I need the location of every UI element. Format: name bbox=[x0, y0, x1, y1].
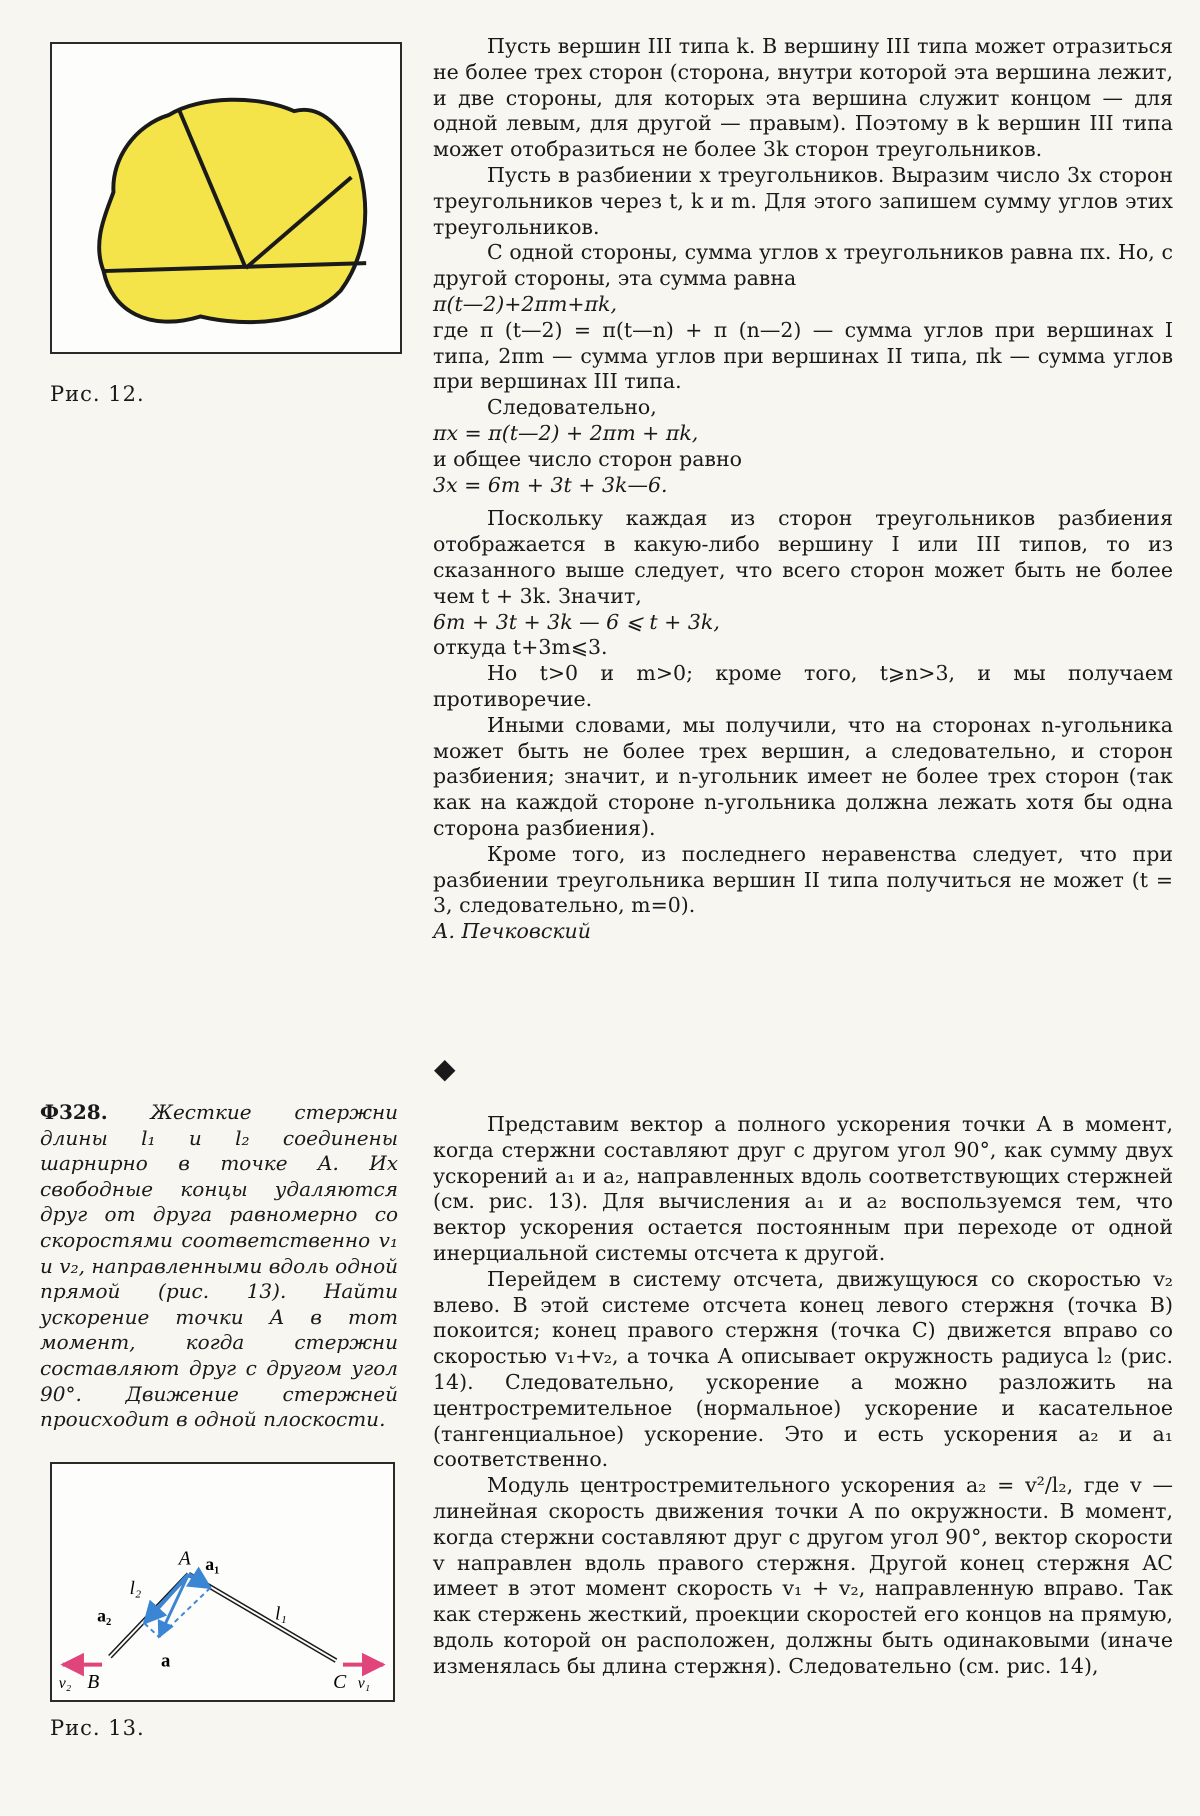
figure-12 bbox=[50, 42, 402, 354]
paragraph: Иными словами, мы получили, что на сторонах n-угольника может быть не более трех вершин, а следовательно, и сторон разбиения; значит, и n-угольник имеет не более трех сторон (так как на каждой стороне n-угольника должна лежать хотя бы одна сторона разбиения). bbox=[433, 712, 1173, 840]
vector-a1 bbox=[189, 1574, 211, 1588]
label-C: C bbox=[333, 1671, 347, 1694]
label-a1: a₁ bbox=[205, 1554, 220, 1575]
label-a: a bbox=[161, 1650, 171, 1672]
paragraph: и общее число сторон равно bbox=[433, 446, 742, 471]
problem-text: Жесткие стержни длины l₁ и l₂ соединены шарнирно в точке A. Их свободные концы удаляются друг от друга равномерно со скоростями соответственно v₁ и v₂, направленными вдоль одной прямой (рис. 13). Найти ускорение точки A в тот момент, когда стержни составляют друг с другом угол 90°. Движение стержней происходит в одной плоскости. bbox=[40, 1100, 398, 1432]
formula: πx = π(t—2) + 2πm + πk, bbox=[433, 420, 699, 445]
paragraph: С одной стороны, сумма углов x треугольников равна πx. Но, с другой стороны, эта сумма равна bbox=[433, 240, 1173, 291]
label-A: A bbox=[178, 1547, 191, 1570]
label-v1: v₁ bbox=[357, 1675, 371, 1693]
figure-13-caption: Рис. 13. bbox=[50, 1716, 145, 1740]
problem-statement bbox=[40, 1100, 398, 1433]
figure-12-drawing bbox=[52, 44, 400, 352]
paragraph: Перейдем в систему отсчета, движущуюся со скоростью v₂ влево. В этой системе отсчета конец левого стержня (точка B) покоится; конец правого стержня (точка C) движется вправо со скоростью v₁+v₂, а точка A описывает окружность радиуса l₂ (рис. 14). Следовательно, ускорение a можно разложить на центростремительное (нормальное) ускорение и касательное (тангенциальное) ускорение. Это и есть ускорения a₂ и a₁ соответственно. bbox=[433, 1266, 1173, 1472]
label-a2: a₂ bbox=[97, 1605, 112, 1626]
label-l1: l₁ bbox=[275, 1603, 287, 1625]
paragraph: Но t>0 и m>0; кроме того, t⩾n>3, и мы получаем противоречие. bbox=[433, 661, 1173, 711]
paragraph: откуда t+3m⩽3. bbox=[433, 635, 608, 660]
vector-a bbox=[159, 1574, 189, 1637]
top-text-column bbox=[433, 34, 1173, 945]
figure-13-drawing bbox=[52, 1464, 393, 1700]
paragraph: Следовательно, bbox=[487, 395, 657, 420]
paragraph: Модуль центростремительного ускорения a₂ = v²/l₂, где v — линейная скорость движения точки A по окружности. В момент, когда стержни составляют друг с другом угол 90°, вектор скорости v направлен вдоль правого стержня. Другой конец стержня AC имеет в этот момент скорость v₁ + v₂, направленную вправо. Так как стержень жесткий, проекции скоростей его концов на прямую, вдоль которой он расположен, должны быть одинаковыми (иначе изменялась бы длина стержня). Следовательно (см. рис. 14), bbox=[433, 1473, 1173, 1678]
paragraph: Представим вектор a полного ускорения точки A в момент, когда стержни составляют друг с другом угол 90°, как сумму двух ускорений a₁ и a₂, направленных вдоль соответствующих стержней (см. рис. 13). Для вычисления a₁ и a₂ воспользуемся тем, что вектор ускорения остается постоянным при переходе от одной инерциальной системы отсчета к другой. bbox=[433, 1112, 1173, 1265]
label-B: B bbox=[87, 1671, 100, 1694]
problem-number: Ф328. bbox=[40, 1100, 108, 1124]
paragraph: Пусть в разбиении x треугольников. Выразим число 3x сторон треугольников через t, k и m. Для этого запишем сумму углов этих треугольников. bbox=[433, 162, 1173, 239]
figure-12-caption: Рис. 12. bbox=[50, 382, 145, 406]
yellow-polygon bbox=[99, 100, 365, 322]
paragraph: Пусть вершин III типа k. В вершину III типа может отразиться не более трех сторон (сторона, внутри которой эта вершина лежит, и две стороны, для которых эта вершина служит концом — для одной левым, для другой — правым). Поэтому в k вершин III типа может отобразиться не более 3k сторон треугольников. bbox=[433, 34, 1173, 162]
label-l2: l₂ bbox=[129, 1577, 142, 1599]
formula: 6m + 3t + 3k — 6 ⩽ t + 3k, bbox=[433, 609, 720, 634]
author: А. Печковский bbox=[433, 919, 591, 944]
solution-column bbox=[433, 1112, 1173, 1680]
paragraph: где π (t—2) = π(t—n) + π (n—2) — сумма углов при вершинах I типа, 2πm — сумма углов при вершинах II типа, πk — сумма углов при вершинах III типа. bbox=[433, 317, 1173, 394]
dashed-parallelogram-2 bbox=[144, 1623, 159, 1637]
formula: 3x = 6m + 3t + 3k—6. bbox=[433, 472, 668, 497]
formula: π(t—2)+2πm+πk, bbox=[433, 291, 617, 316]
paragraph: Кроме того, из последнего неравенства следует, что при разбиении треугольника вершин II типа получиться не может (t = 3, следовательно, m=0). bbox=[433, 841, 1173, 918]
section-separator: ◆ bbox=[434, 1052, 456, 1085]
figure-13 bbox=[50, 1462, 395, 1702]
paragraph: Поскольку каждая из сторон треугольников разбиения отображается в какую-либо вершину I или III типов, то из сказанного выше следует, что всего сторон может быть не более чем t + 3k. Значит, bbox=[433, 506, 1173, 608]
label-v2: v₂ bbox=[58, 1675, 72, 1693]
